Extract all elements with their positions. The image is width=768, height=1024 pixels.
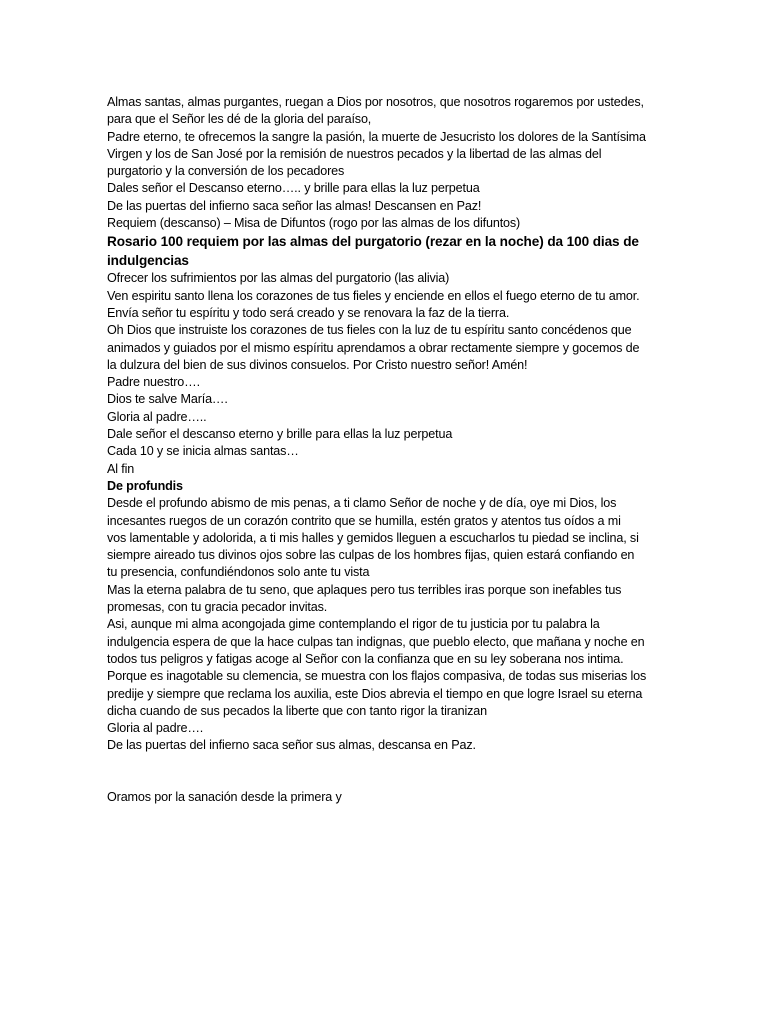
text-line: indulgencia espera de que la hace culpas tan indignas, que pueblo electo, que mañana y noche en <box>107 634 645 649</box>
text-line: Porque es inagotable su clemencia, se muestra con los flajos compasiva, de todas sus miserias los <box>107 669 647 684</box>
text-line: la dulzura del bien de sus divinos consuelos. Por Cristo nuestro señor! Amén! <box>107 357 528 372</box>
text-line: Ven espiritu santo llena los corazones de tus fieles y enciende en ellos el fuego eterno de tu amor. <box>107 288 640 303</box>
text-line: Requiem (descanso) – Misa de Difuntos (rogo por las almas de los difuntos) <box>107 216 521 231</box>
text-line: Envía señor tu espíritu y todo será creado y se renovara la faz de la tierra. <box>107 305 510 320</box>
text-line: siempre aireado tus divinos ojos sobre las culpas de los hombres fijas, quien estará confiando en <box>107 548 635 563</box>
document-text <box>107 94 667 806</box>
text-line: promesas, con tu gracia pecador invitas. <box>107 600 328 615</box>
text-line: vos lamentable y adolorida, a ti mis halles y gemidos lleguen a escucharlos tu piedad se inclina, si <box>107 530 639 545</box>
text-line: animados y guiados por el mismo espíritu aprendamos a obrar rectamente siempre y gocemos de <box>107 340 640 355</box>
text-line: Padre eterno, te ofrecemos la sangre la pasión, la muerte de Jesucristo los dolores de la Santísima <box>107 129 646 144</box>
de-profundis-subheading: De profundis <box>107 478 183 493</box>
text-line: para que el Señor les dé de la gloria del paraíso, <box>107 112 372 127</box>
text-line: Al fin <box>107 461 135 476</box>
closing-line: Oramos por la sanación desde la primera y <box>107 789 342 804</box>
text-line: todos tus peligros y fatigas acoge al Señor con la confianza que en su ley soberana nos intima. <box>107 651 624 666</box>
text-line: Dales señor el Descanso eterno….. y brille para ellas la luz perpetua <box>107 181 480 196</box>
text-line: Gloria al padre….. <box>107 409 207 424</box>
text-line: dicha cuando de sus pecados la liberte que con tanto rigor la tiranizan <box>107 703 488 718</box>
text-line: Ofrecer los sufrimientos por las almas del purgatorio (las alivia) <box>107 271 450 286</box>
rosary-heading-continued: indulgencias <box>107 253 189 269</box>
rosary-heading: Rosario 100 requiem por las almas del purgatorio (rezar en la noche) da 100 dias de <box>107 234 639 250</box>
text-line: purgatorio y la conversión de los pecadores <box>107 164 345 179</box>
text-line: Cada 10 y se inicia almas santas… <box>107 444 299 459</box>
text-line: Mas la eterna palabra de tu seno, que aplaques pero tus terribles iras porque son inefables tus <box>107 582 622 597</box>
text-line: De las puertas del infierno saca señor las almas! Descansen en Paz! <box>107 198 482 213</box>
text-line: Virgen y los de San José por la remisión de nuestros pecados y la libertad de las almas del <box>107 146 602 161</box>
text-line: Asi, aunque mi alma acongojada gime contemplando el rigor de tu justicia por tu palabra la <box>107 617 600 632</box>
paragraph-gap <box>107 755 667 789</box>
text-line: Dios te salve María…. <box>107 392 228 407</box>
text-line: Desde el profundo abismo de mis penas, a ti clamo Señor de noche y de día, oye mi Dios, los <box>107 496 617 511</box>
text-line: predije y siempre que reclama los auxilia, este Dios abrevia el tiempo en que logre Israel su eterna <box>107 686 643 701</box>
text-line: Gloria al padre…. <box>107 721 204 736</box>
text-line: incesantes ruegos de un corazón contrito que se humilla, estén gratos y atentos tus oídos a mi <box>107 513 621 528</box>
text-line: Almas santas, almas purgantes, ruegan a Dios por nosotros, que nosotros rogaremos por ustedes, <box>107 95 644 109</box>
text-line: tu presencia, confundiéndonos solo ante tu vista <box>107 565 370 580</box>
text-line: Oh Dios que instruiste los corazones de tus fieles con la luz de tu espíritu santo concédenos que <box>107 323 632 338</box>
text-line: Padre nuestro…. <box>107 375 200 390</box>
text-line: Dale señor el descanso eterno y brille para ellas la luz perpetua <box>107 427 453 442</box>
text-line: De las puertas del infierno saca señor sus almas, descansa en Paz. <box>107 738 476 753</box>
